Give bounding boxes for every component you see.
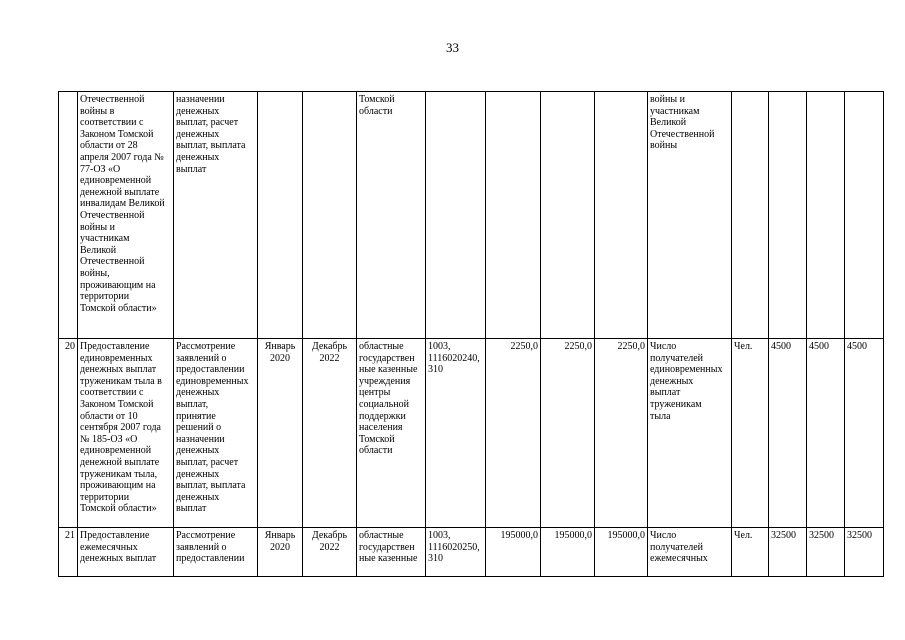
row-number: 20 — [59, 339, 78, 528]
end-date — [303, 92, 357, 339]
start-date — [258, 92, 303, 339]
indicator-year-2: 32500 — [807, 528, 845, 577]
indicator-year-3: 32500 — [845, 528, 884, 577]
unit — [732, 92, 769, 339]
end-date: Декабрь 2022 — [303, 528, 357, 577]
unit: Чел. — [732, 528, 769, 577]
amount-year-3: 195000,0 — [595, 528, 648, 577]
indicator-year-3 — [845, 92, 884, 339]
indicator-year-3: 4500 — [845, 339, 884, 528]
budget-code: 1003, 1116020250, 310 — [426, 528, 486, 577]
executor: областные государствен ные казенные — [357, 528, 426, 577]
amount-year-1: 2250,0 — [486, 339, 541, 528]
measure-content: Рассмотрение заявлений о предоставлении единовременных денежных выплат, принятие решений о назначении денежных выплат, расчет денежных выплат, выплата денежных выплат — [174, 339, 258, 528]
indicator-year-1: 32500 — [769, 528, 807, 577]
indicator-year-2 — [807, 92, 845, 339]
table-row — [59, 339, 884, 528]
measure-name: Предоставление единовременных денежных выплат труженикам тыла в соответствии с Законом Томской области от 10 сентября 2007 года № 185-ОЗ «О единовременной денежной выплате труженикам тыла, проживающим на территории Томской области» — [78, 339, 174, 528]
executor: Томской области — [357, 92, 426, 339]
indicator-name: Число получателей единовременных денежных выплат труженикам тыла — [648, 339, 732, 528]
row-number — [59, 92, 78, 339]
indicator-name: Число получателей ежемесячных — [648, 528, 732, 577]
amount-year-3 — [595, 92, 648, 339]
program-measures-table — [58, 91, 884, 577]
measure-name: Отечественной войны в соответствии с Законом Томской области от 28 апреля 2007 года № 77-ОЗ «О единовременной денежной выплате инвалидам Великой Отечественной войны и участникам Великой Отечественной войны, проживающим на территории Томской области» — [78, 92, 174, 339]
start-date: Январь 2020 — [258, 339, 303, 528]
table-row — [59, 528, 884, 577]
row-number: 21 — [59, 528, 78, 577]
table-row — [59, 92, 884, 339]
indicator-name: войны и участникам Великой Отечественной войны — [648, 92, 732, 339]
executor: областные государствен ные казенные учреждения центры социальной поддержки населения Томской области — [357, 339, 426, 528]
indicator-year-1 — [769, 92, 807, 339]
measure-content: Рассмотрение заявлений о предоставлении — [174, 528, 258, 577]
indicator-year-1: 4500 — [769, 339, 807, 528]
budget-code — [426, 92, 486, 339]
page-number: 33 — [446, 40, 459, 55]
measure-name: Предоставление ежемесячных денежных выплат — [78, 528, 174, 577]
unit: Чел. — [732, 339, 769, 528]
amount-year-2 — [541, 92, 595, 339]
indicator-year-2: 4500 — [807, 339, 845, 528]
amount-year-3: 2250,0 — [595, 339, 648, 528]
amount-year-2: 195000,0 — [541, 528, 595, 577]
start-date: Январь 2020 — [258, 528, 303, 577]
measure-content: назначении денежных выплат, расчет денежных выплат, выплата денежных выплат — [174, 92, 258, 339]
amount-year-2: 2250,0 — [541, 339, 595, 528]
end-date: Декабрь 2022 — [303, 339, 357, 528]
budget-code: 1003, 1116020240, 310 — [426, 339, 486, 528]
amount-year-1: 195000,0 — [486, 528, 541, 577]
amount-year-1 — [486, 92, 541, 339]
